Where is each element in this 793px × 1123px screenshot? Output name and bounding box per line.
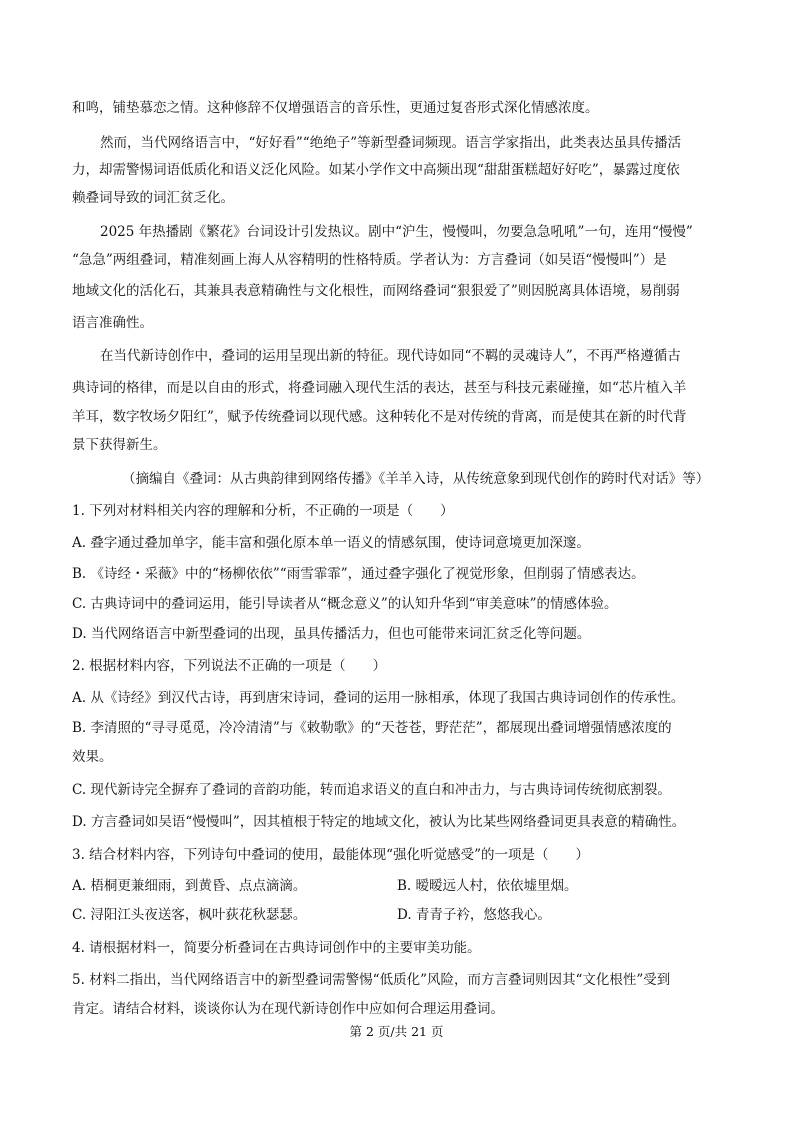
question-2-option-b-cont: 效果。 [72, 749, 113, 765]
question-5-stem: 5. 材料二指出，当代网络语言中的新型叠词需警惕“低质化”风险，而方言叠词则因其“文化根性”受到 [72, 972, 671, 988]
question-3-option-a: A. 梧桐更兼细雨，到黄昏、点点滴滴。 [72, 878, 307, 894]
passage-line: 语言准确性。 [72, 315, 153, 331]
page-number-footer: 第 2 页/共 21 页 [349, 1024, 444, 1039]
question-2-option-b: B. 李清照的“寻寻觅觅，冷冷清清”与《敕勒歌》的“天苍苍，野茫茫”，都展现出叠词增强情感浓度的 [72, 720, 672, 736]
passage-line: “急急”两组叠词，精准刻画上海人从容精明的性格特质。学者认为：方言叠词（如吴语“慢慢叫”）是 [72, 252, 667, 268]
passage-line: 2025 年热播剧《繁花》台词设计引发热议。剧中“沪生，慢慢叫，勿要急急吼吼”一句，连用“慢慢” [100, 224, 693, 240]
passage-line: 羊耳，数字牧场夕阳红”，赋予传统叠词以现代感。这种转化不是对传统的背离，而是使其在新的时代背 [72, 409, 687, 425]
question-2-option-a: A. 从《诗经》到汉代古诗，再到唐宋诗词，叠词的运用一脉相承，体现了我国古典诗词创作的传承性。 [72, 690, 685, 706]
question-5-stem-cont: 肯定。请结合材料，谈谈你认为在现代新诗创作中应如何合理运用叠词。 [72, 1001, 504, 1017]
question-3-option-c: C. 浔阳江头夜送客，枫叶荻花秋瑟瑟。 [72, 907, 307, 923]
question-2-stem: 2. 根据材料内容，下列说法不正确的一项是（ ） [72, 658, 387, 674]
passage-line: 和鸣，铺垫慕恋之情。这种修辞不仅增强语言的音乐性，更通过复沓形式深化情感浓度。 [72, 100, 599, 116]
question-1-stem: 1. 下列对材料相关内容的理解和分析，不正确的一项是（ ） [72, 503, 454, 519]
question-4-stem: 4. 请根据材料一，简要分析叠词在古典诗词创作中的主要审美功能。 [72, 940, 481, 956]
question-2-option-d: D. 方言叠词如吴语“慢慢叫”，因其植根于特定的地域文化，被认为比某些网络叠词更具表意的精确性。 [72, 814, 686, 830]
question-1-option-a: A. 叠字通过叠加单字，能丰富和强化原本单一语义的情感氛围，使诗词意境更加深邃。 [72, 535, 590, 551]
question-3-option-d: D. 青青子衿，悠悠我心。 [397, 907, 551, 923]
passage-line: 力，却需警惕词语低质化和语义泛化风险。如某小学作文中高频出现“甜甜蛋糕超好好吃”，暴露过度依 [72, 162, 680, 178]
passage-line: 在当代新诗创作中，叠词的运用呈现出新的特征。现代诗如同“不羁的灵魂诗人”，不再严格遵循古 [100, 348, 681, 364]
question-3-option-b: B. 暧暧远人村，依依墟里烟。 [397, 878, 578, 894]
passage-line: 典诗词的格律，而是以自由的形式，将叠词融入现代生活的表达，甚至与科技元素碰撞，如“芯片植入羊 [72, 380, 687, 396]
passage-line: 赖叠词导致的词汇贫乏化。 [72, 190, 234, 206]
source-citation: （摘编自《叠词：从古典韵律到网络传播》《羊羊入诗，从传统意象到现代创作的跨时代对话》等） [122, 471, 710, 487]
question-1-option-b: B. 《诗经・采薇》中的“杨柳依依”“雨雪霏霏”，通过叠字强化了视觉形象，但削弱了情感表达。 [72, 566, 645, 582]
question-1-option-d: D. 当代网络语言中新型叠词的出现，虽具传播活力，但也可能带来词汇贫乏化等问题。 [72, 626, 591, 642]
passage-line: 然而，当代网络语言中，“好好看”“绝绝子”等新型叠词频现。语言学家指出，此类表达虽具传播活 [100, 135, 682, 151]
question-1-option-c: C. 古典诗词中的叠词运用，能引导读者从“概念意义”的认知升华到“审美意味”的情感体验。 [72, 596, 618, 612]
passage-line: 地域文化的活化石，其兼具表意精确性与文化根性，而网络叠词“狠狠爱了”则因脱离具体语境，易削弱 [72, 283, 680, 299]
question-2-option-c: C. 现代新诗完全摒弃了叠词的音韵功能，转而追求语义的直白和冲击力，与古典诗词传统彻底割裂。 [72, 782, 671, 798]
question-3-stem: 3. 结合材料内容，下列诗句中叠词的使用，最能体现“强化听觉感受”的一项是（ ） [72, 847, 589, 863]
passage-line: 景下获得新生。 [72, 437, 167, 453]
